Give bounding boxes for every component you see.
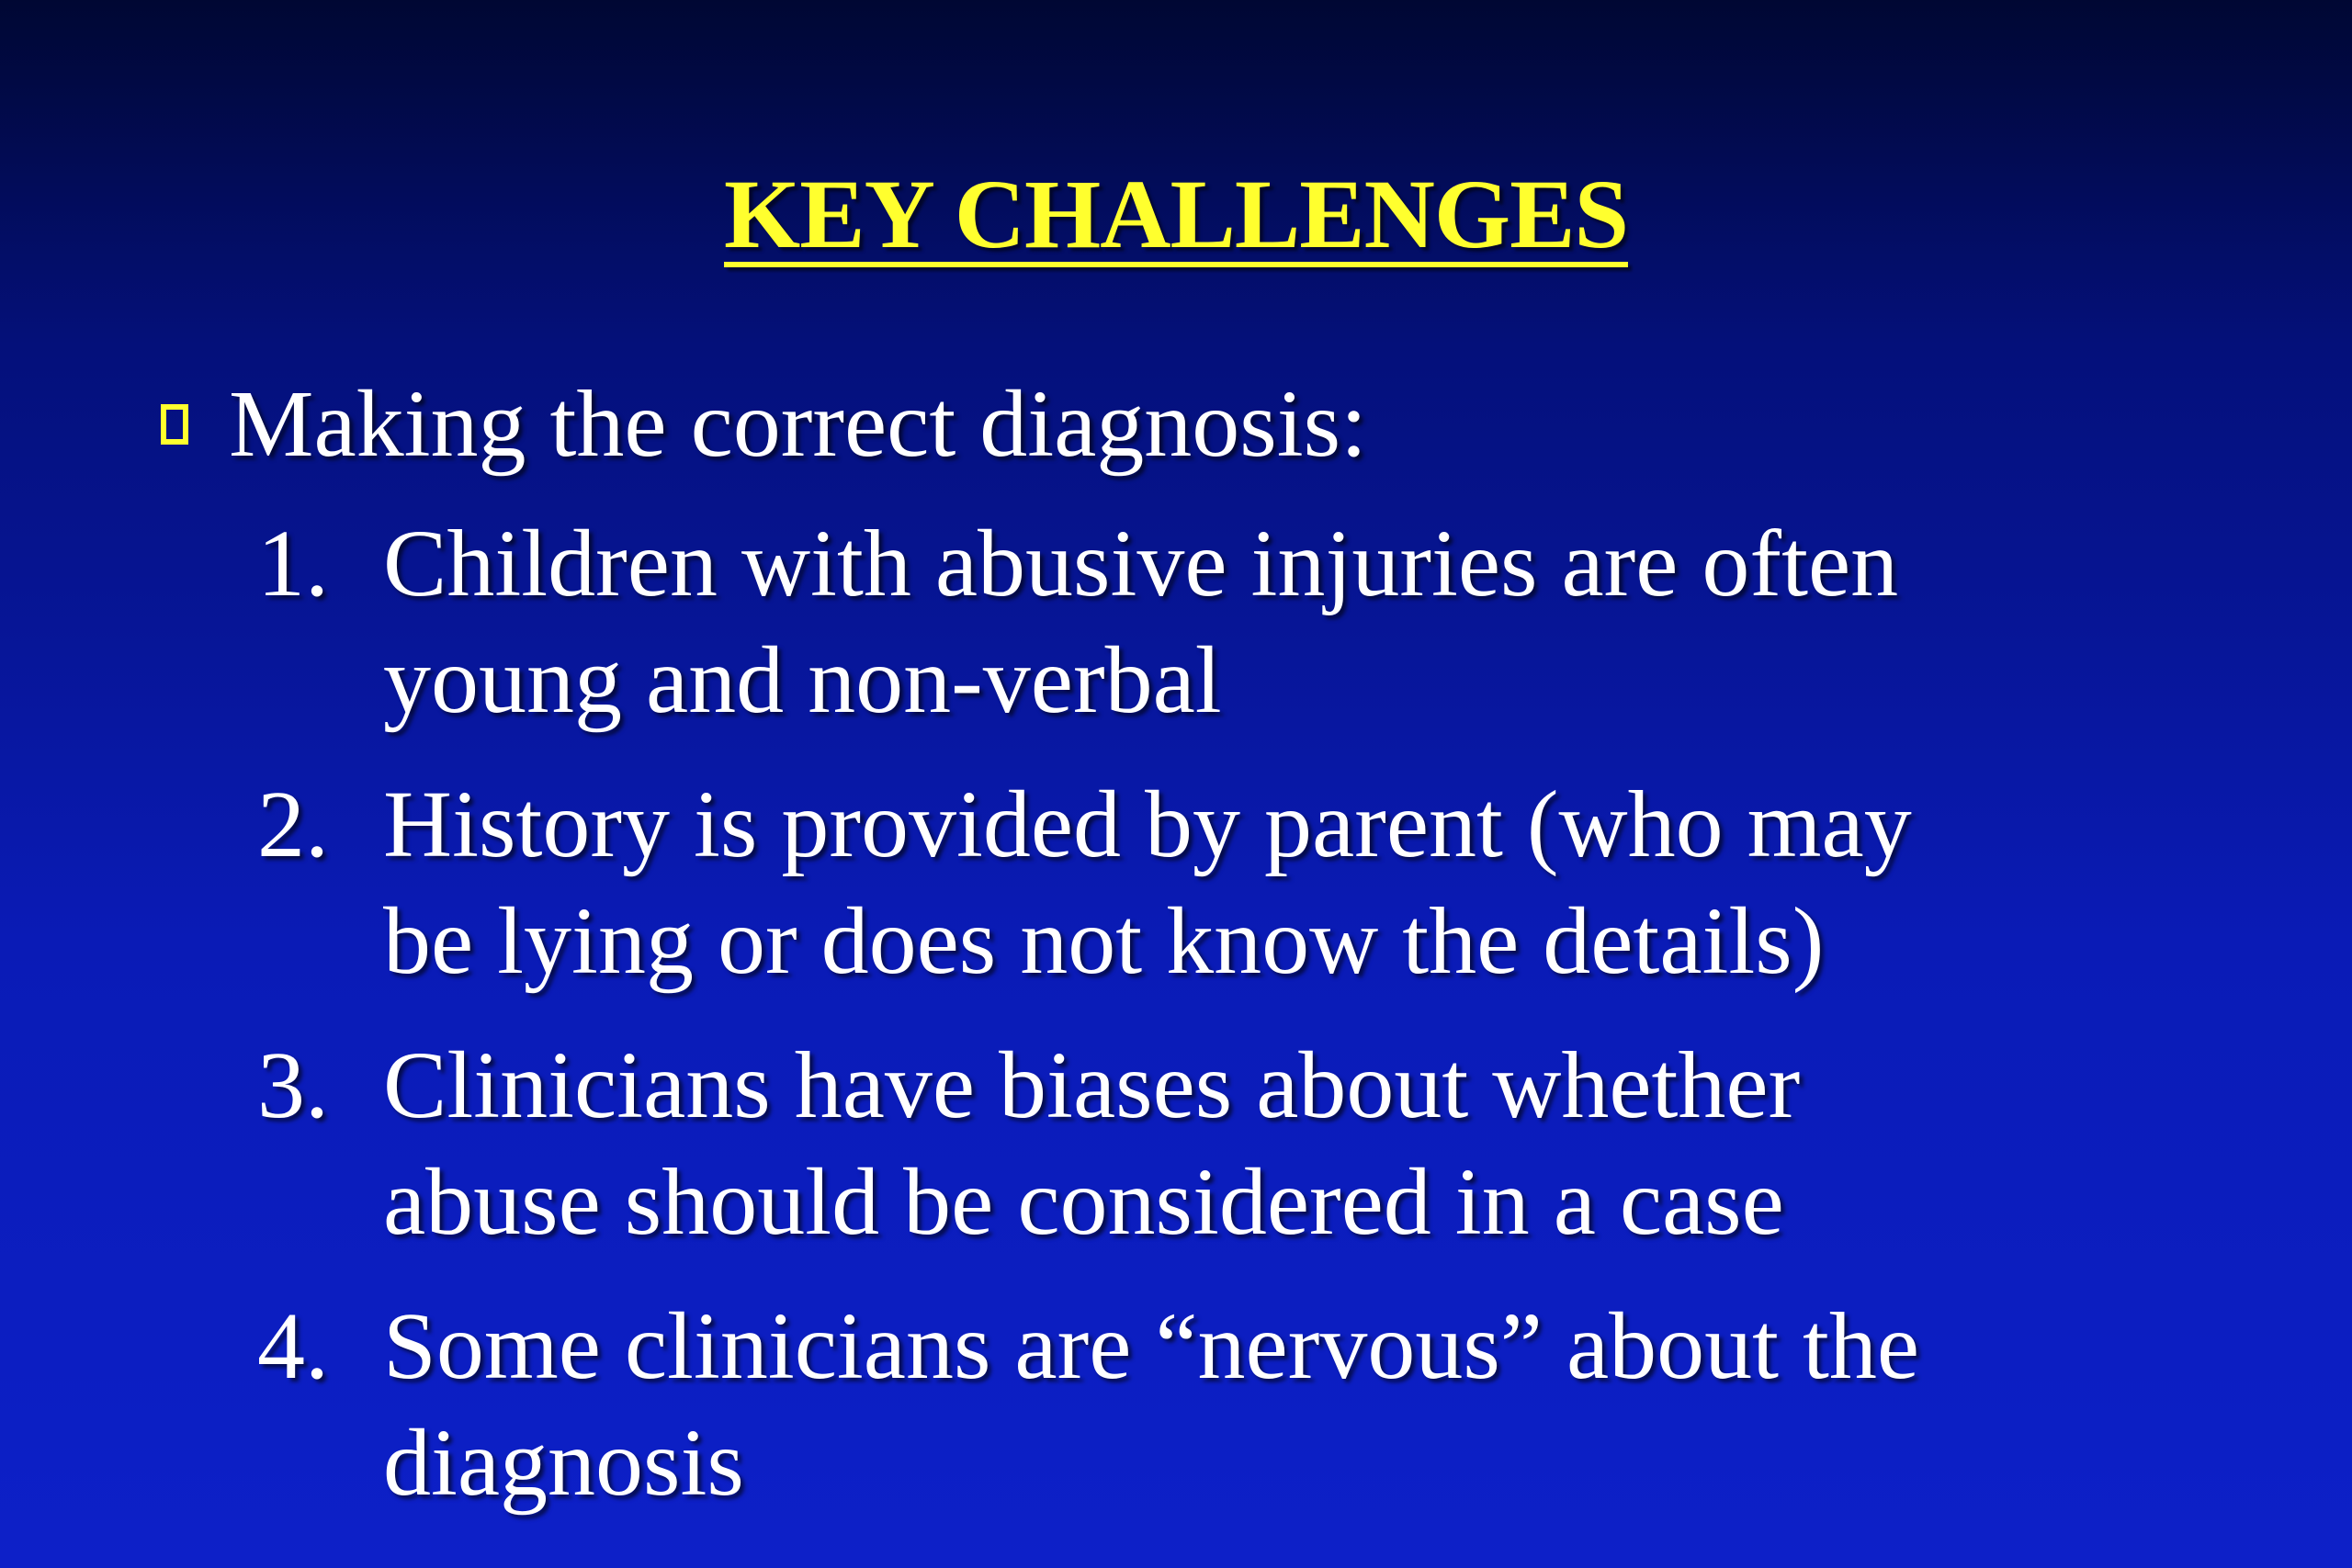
- hollow-square-bullet-icon: [161, 404, 188, 445]
- list-item: [257, 505, 2233, 739]
- bullet-point: [161, 367, 1367, 482]
- list-item-text: Children with abusive injuries are often young and non-verbal: [383, 511, 1899, 733]
- numbered-list: [257, 505, 2233, 1549]
- list-item-number: 1.: [257, 511, 329, 616]
- slide-title: KEY CHALLENGES: [724, 161, 1628, 269]
- list-item-number: 2.: [257, 772, 329, 877]
- list-item: [257, 1027, 2233, 1260]
- list-item: [257, 766, 2233, 999]
- list-item-number: 4.: [257, 1293, 329, 1399]
- bullet-text: Making the correct diagnosis:: [229, 371, 1368, 477]
- list-item-text: History is provided by parent (who may be lying or does not know the details): [383, 772, 1912, 994]
- list-item-text: Some clinicians are “nervous” about the diagnosis: [383, 1293, 1920, 1516]
- list-item-number: 3.: [257, 1032, 329, 1138]
- list-item: [257, 1288, 2233, 1521]
- list-item-text: Clinicians have biases about whether abuse should be considered in a case: [383, 1032, 1801, 1255]
